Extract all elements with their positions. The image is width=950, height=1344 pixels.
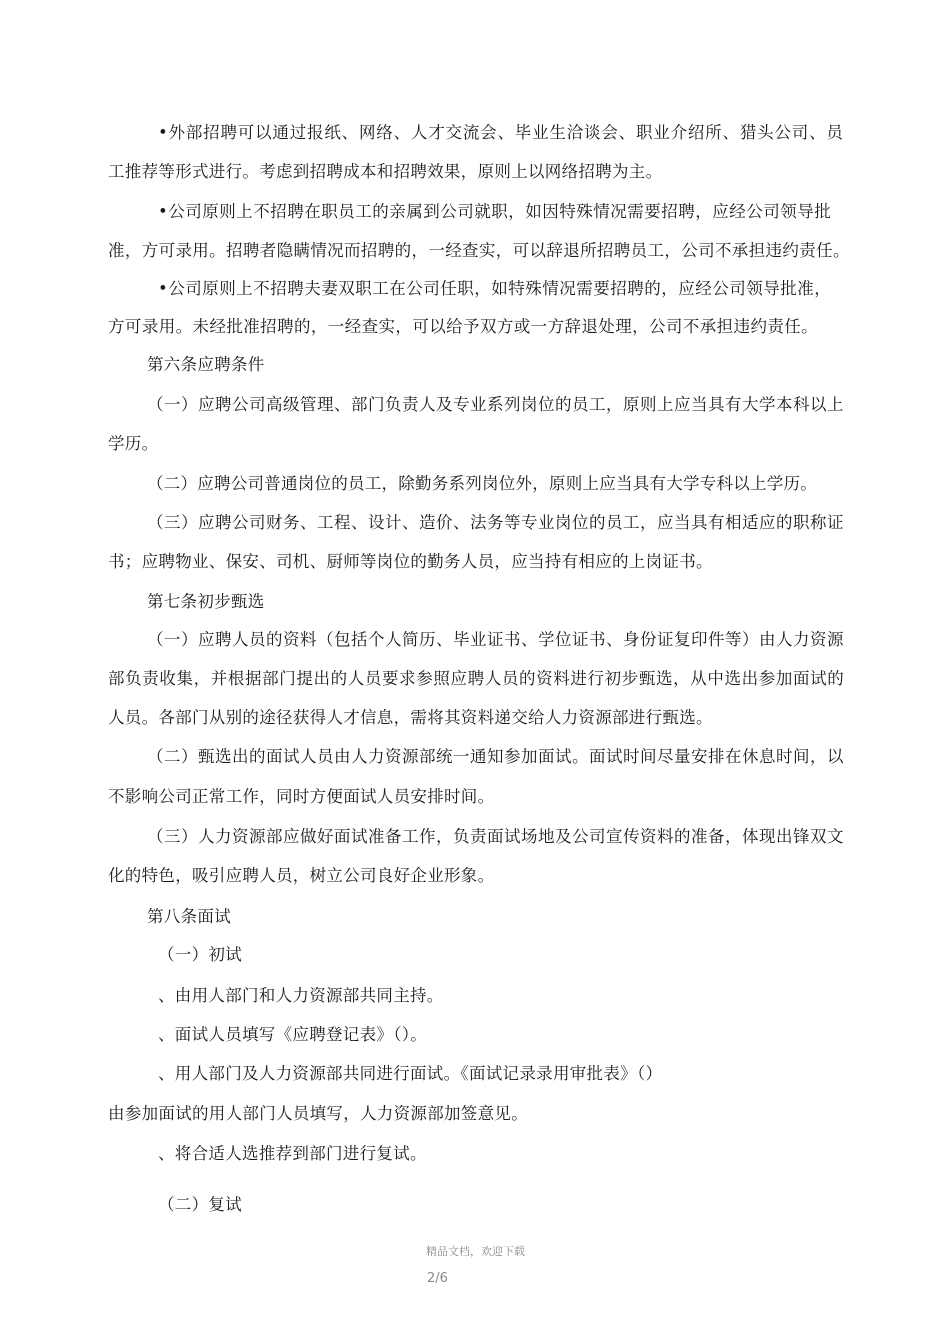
paragraph-line: 人员。各部门从别的途径获得人才信息，需将其资料递交给人力资源部进行甄选。	[108, 708, 713, 727]
paragraph-line: 准 ， 方 可 录 用 。 招 聘 者 隐 瞒 情 况 而 招 聘 的 ， 一 经 查 实 ， 可 以 辞 退 所 招 聘 员 工 ， 公 司 不 承 担 违 约 责 任 。	[108, 241, 850, 260]
section-heading: 第六条应聘条件	[147, 355, 265, 374]
paragraph-line: （ 二 ） 甄 选 出 的 面 试 人 员 由 人 力 资 源 部 统 一 通 知 参 加 面 试 。 面 试 时 间 尽 量 安 排 在 休 息 时 间 ， 以	[147, 747, 844, 766]
list-item: 、由用人部门和人力资源部共同主持。	[158, 986, 444, 1005]
paragraph-line: • 公 司 原 则 上 不 招 聘 在 职 员 工 的 亲 属 到 公 司 就 职 ， 如 因 特 殊 情 况 需 要 招 聘 ， 应 经 公 司 领 导 批	[158, 202, 831, 221]
subsection-heading: （二）复试	[158, 1195, 242, 1214]
paragraph-line: • 外 部 招 聘 可 以 通 过 报 纸 、 网 络 、 人 才 交 流 会 、 毕 业 生 洽 谈 会 、 职 业 介 绍 所 、 猎 头 公 司 、 员	[158, 123, 843, 142]
section-heading: 第八条面试	[147, 907, 231, 926]
paragraph-line: 不影响公司正常工作，同时方便面试人员安排时间。	[108, 787, 495, 806]
subsection-heading: （一）初试	[158, 945, 242, 964]
paragraph-line: （ 二 ） 应 聘 公 司 普 通 岗 位 的 员 工 ， 除 勤 务 系 列 岗 位 外 ， 原 则 上 应 当 具 有 大 学 专 科 以 上 学 历 。	[147, 474, 817, 493]
list-item: 、用人部门及人力资源部共同进行面试。《面试记录录用审批表》（）	[158, 1064, 663, 1083]
paragraph-line: 工推荐等形式进行。考虑到招聘成本和招聘效果，原则上以网络招聘为主。	[108, 162, 663, 181]
paragraph-line: （ 一 ） 应 聘 人 员 的 资 料 （ 包 括 个 人 简 历 、 毕 业 证 书 、 学 位 证 书 、 身 份 证 复 印 件 等 ） 由 人 力 资 源	[147, 630, 844, 649]
paragraph-line: 化的特色，吸引应聘人员，树立公司良好企业形象。	[108, 866, 495, 885]
section-heading: 第七条初步甄选	[147, 592, 265, 611]
paragraph-line: （ 三 ） 人 力 资 源 部 应 做 好 面 试 准 备 工 作 ， 负 责 面 试 场 地 及 公 司 宣 传 资 料 的 准 备 ， 体 现 出 锋 双 文	[147, 827, 844, 846]
list-item: 、将合适人选推荐到部门进行复试。	[158, 1144, 427, 1163]
paragraph-line: 学历。	[108, 434, 159, 453]
paragraph-line: 方 可 录 用 。 未 经 批 准 招 聘 的 ， 一 经 查 实 ， 可 以 给 予 双 方 或 一 方 辞 退 处 理 ， 公 司 不 承 担 违 约 责 任 。	[108, 317, 818, 336]
paragraph-line: （ 一 ） 应 聘 公 司 高 级 管 理 、 部 门 负 责 人 及 专 业 系 列 岗 位 的 员 工 ， 原 则 上 应 当 具 有 大 学 本 科 以 上	[147, 395, 844, 414]
list-item: 、面试人员填写《应聘登记表》（）。	[158, 1025, 428, 1044]
paragraph-line: 由参加面试的用人部门人员填写，人力资源部加签意见。	[108, 1104, 528, 1123]
footer-note: 精品文档，欢迎下载	[426, 1245, 525, 1258]
paragraph-line: 书；应聘物业、保安、司机、厨师等岗位的勤务人员，应当持有相应的上岗证书。	[108, 552, 713, 571]
paragraph-line: • 公 司 原 则 上 不 招 聘 夫 妻 双 职 工 在 公 司 任 职 ， 如 特 殊 情 况 需 要 招 聘 的 ， 应 经 公 司 领 导 批 准 ，	[158, 279, 831, 298]
paragraph-line: 部 负 责 收 集 ， 并 根 据 部 门 提 出 的 人 员 要 求 参 照 应 聘 人 员 的 资 料 进 行 初 步 甄 选 ， 从 中 选 出 参 加 面 试 的	[108, 669, 844, 688]
paragraph-line: （ 三 ） 应 聘 公 司 财 务 、 工 程 、 设 计 、 造 价 、 法 务 等 专 业 岗 位 的 员 工 ， 应 当 具 有 相 适 应 的 职 称 证	[147, 513, 844, 532]
page-number: 2/6	[427, 1271, 448, 1286]
